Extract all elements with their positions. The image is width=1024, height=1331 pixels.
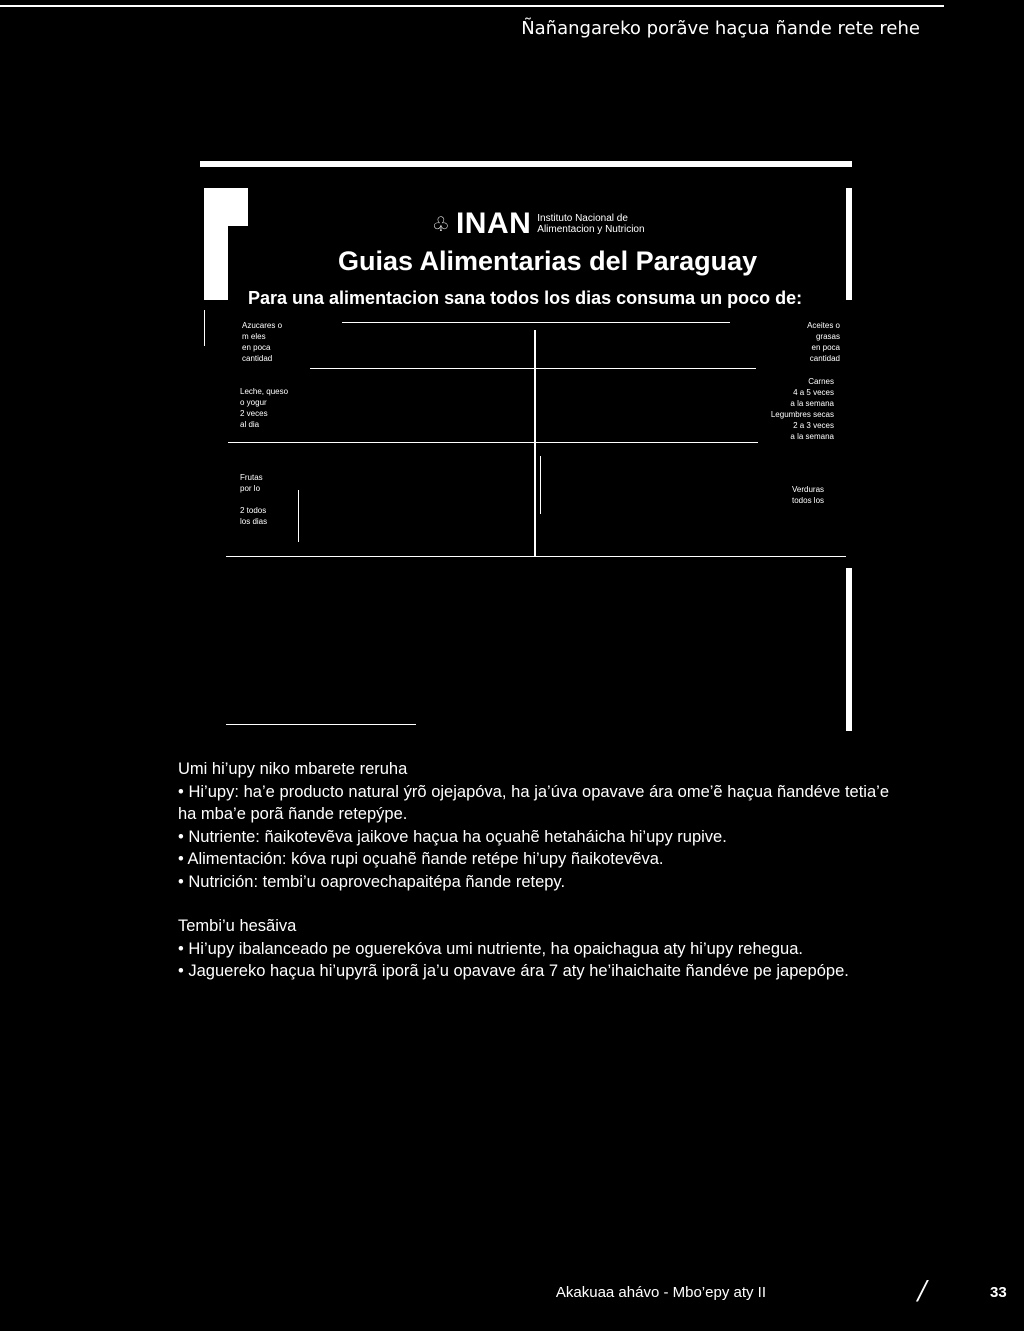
section2-heading: Tembi’u hesãiva (178, 917, 297, 935)
inan-logo-subtitle (537, 213, 644, 235)
poster-title: Guias Alimentarias del Paraguay (338, 246, 758, 276)
poster-right-bar-lower (846, 568, 852, 731)
list-item: • Hi’upy ibalanceado pe oguerekóva umi nutriente, ha opaichagua aty hi’upy rehegua. (178, 939, 803, 958)
cell-line: m eles (242, 332, 266, 341)
cell-line (240, 494, 267, 505)
cell-line: Legumbres secas (770, 410, 834, 419)
logo-sub-line2: Alimentacion y Nutricion (537, 224, 645, 235)
cell-line: 4 a 5 veces (793, 388, 834, 397)
cell-line: 2 a 3 veces (793, 421, 834, 430)
logo-sub-line1: Instituto Nacional de (537, 213, 628, 224)
body-text (178, 758, 889, 983)
poster-left-bar (204, 188, 228, 300)
footer-divider-slash: / (918, 1276, 927, 1306)
cell-line: en poca (242, 343, 271, 352)
poster-cell-fruits (240, 472, 267, 527)
page-number: 33 (990, 1284, 1007, 1301)
poster-right-bar (846, 188, 852, 300)
poster-cell-vegetables (792, 484, 824, 506)
list-item: • Hi’upy: ha’e producto natural ýrõ ojejapóva, ha ja’úva opavave ára ome’ẽ haçua ñandéve tetia’e ha mba’e porã ñande retepýpe. (178, 782, 889, 823)
cell-line: 2 todos (240, 506, 267, 515)
poster-cell-meats (771, 376, 834, 442)
cell-line: Verduras (792, 485, 825, 494)
poster-subtitle: Para una alimentacion sana todos los dias consuma un poco de: (248, 288, 803, 308)
cell-line: al dia (240, 420, 260, 429)
cell-line: Leche, queso (240, 387, 289, 396)
cell-line: o yogur (240, 398, 267, 407)
cell-line: por lo (240, 484, 261, 493)
grid-line (298, 490, 299, 542)
list-item: • Nutriente: ñaikotevẽva jaikove haçua ha oçuahẽ hetaháicha hi’upy rupive. (178, 827, 727, 846)
cell-line: todos los (792, 496, 825, 505)
grid-line (534, 330, 536, 556)
cell-line: a la semana (790, 432, 834, 441)
grid-line (226, 556, 846, 557)
grid-line (228, 442, 758, 443)
cell-line: Carnes (808, 377, 834, 386)
cell-line: grasas (815, 332, 840, 341)
top-rule (0, 5, 944, 7)
cell-line: los dias (240, 517, 268, 526)
poster-top-rule (200, 161, 852, 167)
list-item: • Nutrición: tembi’u oaprovechapaitépa ñande retepy. (178, 872, 566, 891)
cell-line: a la semana (790, 399, 834, 408)
grid-line (204, 310, 205, 346)
cell-line: en poca (811, 343, 840, 352)
grid-line (310, 368, 756, 369)
cell-line: cantidad (242, 354, 273, 363)
poster-cell-sugars (242, 320, 282, 364)
footer-book-title: Akakuaa ahávo - Mbo’epy aty II (555, 1284, 766, 1301)
cell-line: cantidad (809, 354, 840, 363)
list-item: • Alimentación: kóva rupi oçuahẽ ñande retépe hi’upy ñaikotevẽva. (178, 850, 664, 868)
cell-line: Aceites o (807, 321, 840, 330)
poster-cell-oils (807, 320, 840, 364)
grid-line (540, 456, 541, 514)
page-header-title: Ñañangareko porãve haçua ñande rete rehe (521, 18, 920, 39)
inan-logo (432, 207, 645, 241)
inan-leaf-icon: ♧ (432, 212, 450, 236)
grid-line (342, 322, 730, 323)
list-item: • Jaguereko haçua hi’upyrã iporã ja’u opavave ára 7 aty he’ihaichaite ñandéve pe japepópe. (178, 962, 849, 980)
cell-line: Frutas (240, 473, 263, 482)
poster-cell-dairy (240, 386, 288, 430)
cell-line: Azucares o (242, 321, 283, 330)
poster-bottom-rule (226, 724, 416, 725)
section1-heading: Umi hi’upy niko mbarete reruha (178, 760, 408, 778)
cell-line: 2 veces (240, 409, 268, 418)
inan-logo-word: INAN (455, 207, 532, 240)
